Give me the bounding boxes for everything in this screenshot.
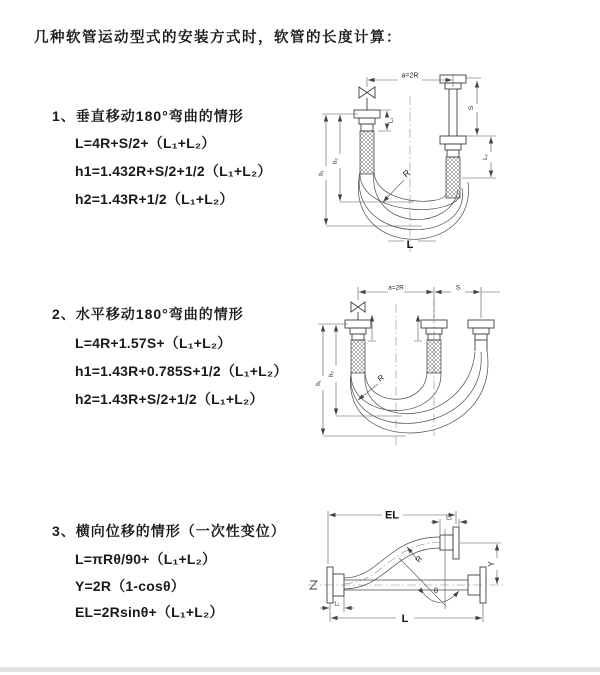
hose-loops bbox=[350, 350, 488, 433]
dim-label-length: L bbox=[406, 239, 414, 251]
dim-label-l1: L₁ bbox=[388, 117, 395, 124]
right-flange-displaced bbox=[440, 527, 459, 559]
angle-construction bbox=[399, 529, 459, 609]
vertical-move-180-bend-diagram bbox=[310, 66, 600, 264]
section1-heading: 1、垂直移动180°弯曲的情形 bbox=[52, 108, 244, 124]
section3-formula-Y: Y=2R（1-cosθ） bbox=[75, 578, 185, 594]
dim-label-s: S bbox=[455, 284, 461, 292]
right-pipe-fitting bbox=[440, 75, 466, 198]
dim-label-s: S bbox=[468, 105, 475, 111]
dim-label-h2: h₂ bbox=[329, 371, 335, 377]
dim-label-l2: L₂ bbox=[446, 515, 452, 522]
scan-edge-artifact bbox=[0, 667, 600, 672]
dim-label-a2r: a=2R bbox=[401, 72, 419, 80]
dim-label-length: L bbox=[401, 613, 409, 625]
dim-label-el: EL bbox=[384, 509, 400, 522]
section2-formula-h2: h2=1.43R+S/2+1/2（L₁+L₂） bbox=[75, 391, 264, 407]
braided-hose-section bbox=[427, 340, 441, 373]
section2-heading: 2、水平移动180°弯曲的情形 bbox=[52, 306, 244, 322]
lateral-displacement-diagram bbox=[300, 498, 600, 658]
dimension-lines bbox=[316, 285, 500, 437]
braided-hose-section bbox=[351, 340, 365, 373]
dimension-lines bbox=[320, 510, 501, 626]
left-pipe-fitting bbox=[345, 320, 371, 373]
left-pipe-fitting bbox=[354, 110, 380, 174]
dim-label-y: Y bbox=[487, 561, 496, 567]
dim-label-radius: R bbox=[375, 372, 386, 384]
dim-label-h2: h₂ bbox=[333, 158, 339, 164]
middle-pipe-fitting bbox=[421, 320, 447, 373]
hose-displaced-position bbox=[344, 537, 440, 589]
braided-hose-section bbox=[360, 131, 374, 174]
section1-formula-L: L=4R+S/2+（L₁+L₂） bbox=[75, 135, 216, 151]
valve-icon bbox=[359, 87, 375, 110]
section3-formula-L: L=πRθ/90+（L₁+L₂） bbox=[75, 551, 217, 567]
valve-icon bbox=[351, 302, 365, 320]
dim-label-radius: R bbox=[413, 554, 425, 565]
right-pipe-fitting bbox=[468, 320, 494, 351]
section3-formula-EL: EL=2Rsinθ+（L₁+L₂） bbox=[75, 604, 224, 620]
section2-formula-L: L=4R+1.57S+（L₁+L₂） bbox=[75, 335, 232, 351]
dim-label-radius: R bbox=[400, 167, 413, 180]
section2-formula-h1: h1=1.43R+0.785S+1/2（L₁+L₂） bbox=[75, 363, 288, 379]
page-title: 几种软管运动型式的安装方式时，软管的长度计算： bbox=[34, 30, 402, 46]
dim-label-theta: θ bbox=[433, 586, 439, 595]
dim-label-l1: L₁ bbox=[334, 601, 340, 608]
dim-label-h1: h₁ bbox=[319, 170, 325, 176]
section3-heading: 3、横向位移的情形（一次性变位） bbox=[52, 523, 286, 539]
dim-label-h1: h₁ bbox=[316, 380, 322, 386]
section1-formula-h1: h1=1.432R+S/2+1/2（L₁+L₂） bbox=[75, 163, 272, 179]
section1-formula-h2: h2=1.43R+1/2（L₁+L₂） bbox=[75, 191, 234, 207]
dim-label-l2: L₂ bbox=[483, 154, 489, 160]
dimension-lines bbox=[319, 73, 496, 252]
horizontal-move-180-bend-diagram bbox=[310, 278, 600, 453]
dim-label-a2r: a=2R bbox=[388, 284, 404, 292]
